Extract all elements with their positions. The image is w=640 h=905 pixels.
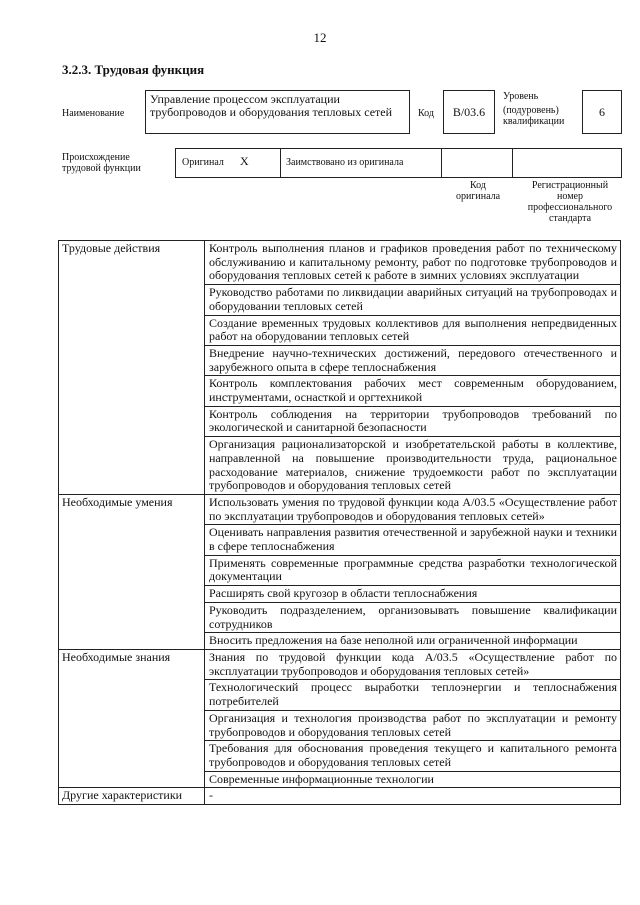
reg-number-caption [518, 180, 622, 224]
code-caption-line-1: Код [470, 180, 486, 191]
table-cell: Использовать умения по трудовой функции кода А/03.5 «Осуществление работ по эксплуатации трубопроводов и оборудования тепловых сетей» [205, 494, 621, 524]
table-cell: Руководство работами по ликвидации аварийных ситуаций на трубопроводах и оборудовании тепловых сетей [205, 285, 621, 315]
origin-label-line-1: Происхождение [62, 152, 130, 163]
table-cell: Контроль выполнения планов и графиков проведения работ по техническому обслуживанию и капитальному ремонту, работ по подготовке трубопроводов и оборудования тепловых сетей к работе в зимних условиях эксплуатации [205, 241, 621, 285]
name-value-box [145, 90, 410, 134]
origin-divider-2 [441, 149, 442, 177]
row-label-knowledge: Необходимые знания [59, 649, 205, 787]
origin-divider-3 [512, 149, 513, 177]
reg-caption-line-4: стандарта [548, 213, 592, 224]
labor-function-table [58, 240, 621, 805]
row-label-other: Другие характеристики [59, 788, 205, 805]
code-value-box [443, 90, 495, 134]
level-label-line-3: квалификации [503, 116, 565, 127]
page-number: 12 [313, 30, 327, 45]
table-row [59, 788, 621, 805]
table-cell: Технологический процесс выработки теплоэнергии и теплоснабжения потребителей [205, 680, 621, 710]
borrowed-label: Заимствовано из оригинала [286, 157, 404, 168]
code-label: Код [418, 108, 434, 119]
name-label: Наименование [62, 108, 125, 119]
table-row [59, 494, 621, 524]
table-cell: Современные информационные технологии [205, 771, 621, 788]
table-row [59, 649, 621, 679]
table-cell: Знания по трудовой функции кода А/03.5 «Осуществление работ по эксплуатации трубопроводов и оборудования тепловых сетей» [205, 649, 621, 679]
table-row [59, 241, 621, 285]
level-label-line-1: Уровень [503, 91, 539, 102]
level-label [503, 91, 564, 127]
table-cell: Внедрение научно-технических достижений, передового отечественного и зарубежного опыта в сфере теплоснабжения [205, 345, 621, 375]
name-value: Управление процессом эксплуатации трубопроводов и оборудования тепловых сетей [150, 92, 393, 119]
level-value: 6 [599, 104, 605, 119]
table-cell: Контроль комплектования рабочих мест современным оборудованием, инструментами, оснасткой и оргтехникой [205, 376, 621, 406]
table-cell: - [205, 788, 621, 805]
table-cell: Применять современные программные средства разработки технологической документации [205, 555, 621, 585]
level-label-line-2: (подуровень) [503, 105, 559, 116]
original-mark: X [240, 154, 249, 168]
origin-table [175, 148, 622, 178]
original-label: Оригинал [182, 157, 224, 168]
section-title: 3.2.3. Трудовая функция [62, 62, 205, 77]
table-cell: Организация рационализаторской и изобретательской работы в коллективе, направленной на повышение производительности труда, рациональное расходование материалов, снижение трудоемкости работ по эксплуатации трубопроводов и оборудования тепловых сетей [205, 437, 621, 495]
origin-divider-1 [280, 149, 281, 177]
row-label-skills: Необходимые умения [59, 494, 205, 649]
code-caption-line-2: оригинала [455, 191, 501, 202]
table-cell: Расширять свой кругозор в области теплоснабжения [205, 586, 621, 603]
code-original-caption [440, 180, 516, 202]
origin-label [62, 152, 141, 174]
table-cell: Организация и технология производства работ по эксплуатации и ремонту трубопроводов и оборудования тепловых сетей [205, 710, 621, 740]
code-value: B/03.6 [452, 104, 486, 119]
origin-label-line-2: трудовой функции [62, 163, 141, 174]
table-cell: Требования для обоснования проведения текущего и капитального ремонта трубопроводов и оборудования тепловых сетей [205, 741, 621, 771]
table-cell: Вносить предложения на базе неполной или ограниченной информации [205, 633, 621, 650]
table-cell: Оценивать направления развития отечественной и зарубежной науки и техники в сфере теплоснабжения [205, 525, 621, 555]
level-value-box [582, 90, 622, 134]
table-cell: Руководить подразделением, организовывать повышение квалификации сотрудников [205, 602, 621, 632]
table-cell: Контроль соблюдения на территории трубопроводов требований по экологической и санитарной безопасности [205, 406, 621, 436]
row-label-labor-actions: Трудовые действия [59, 241, 205, 495]
reg-caption-line-3: профессионального [527, 202, 613, 213]
reg-caption-line-2: номер [557, 191, 583, 202]
table-cell: Создание временных трудовых коллективов для выполнения непредвиденных работ на оборудовании тепловых сетей [205, 315, 621, 345]
reg-caption-line-1: Регистрационный [531, 180, 609, 191]
